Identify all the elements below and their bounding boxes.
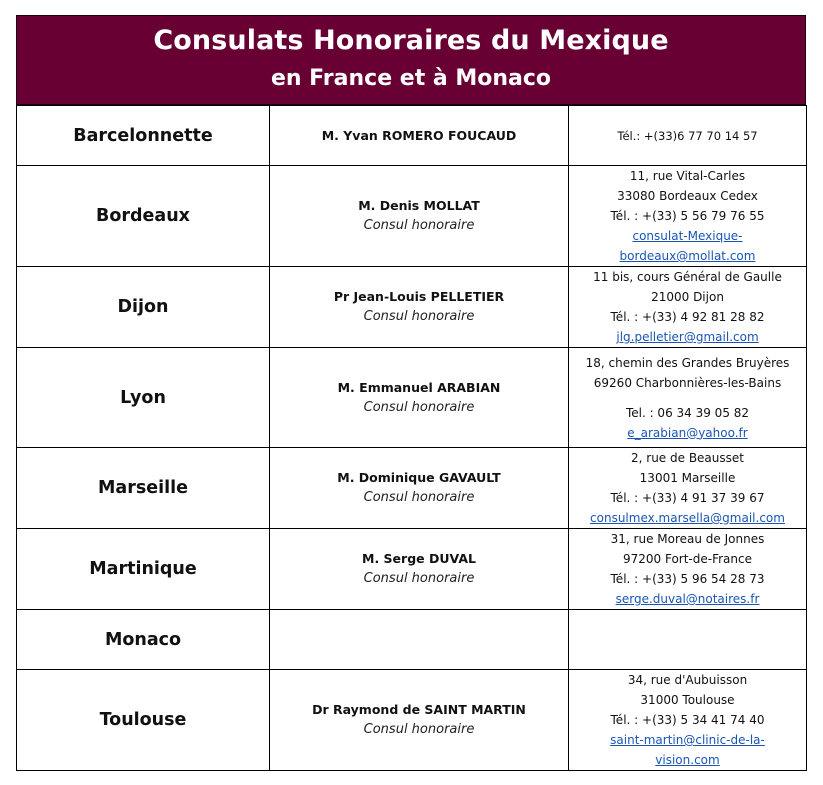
email-link[interactable]: e_arabian@yahoo.fr	[627, 425, 748, 440]
contact-cell	[569, 670, 807, 771]
address-line: 34, rue d'Aubuisson	[627, 673, 748, 687]
consul-name: Dr Raymond de SAINT MARTIN	[312, 702, 526, 717]
email-link[interactable]: serge.duval@notaires.fr	[615, 592, 760, 606]
city-cell: Lyon	[17, 348, 270, 448]
address-line: 31000 Toulouse	[640, 693, 735, 707]
consul-name: M. Emmanuel ARABIAN	[337, 379, 501, 395]
consul-role: Consul honoraire	[363, 490, 475, 505]
consul-role: Consul honoraire	[363, 571, 475, 586]
email-link[interactable]: saint-martin@clinic-de-la-	[610, 733, 765, 747]
address-line: 97200 Fort-de-France	[622, 552, 752, 566]
email-link[interactable]: consulmex.marsella@gmail.com	[590, 511, 785, 525]
document-header	[16, 15, 806, 105]
consul-cell	[270, 106, 569, 166]
contact-cell	[569, 529, 807, 610]
contact-cell	[569, 348, 807, 448]
city-cell: Monaco	[17, 610, 270, 670]
table-row	[17, 448, 807, 529]
consul-name: M. Denis MOLLAT	[358, 198, 480, 213]
consul-role: Consul honoraire	[363, 399, 475, 415]
address-line: 2, rue de Beausset	[631, 451, 744, 465]
address-line: 69260 Charbonnières-les-Bains	[593, 375, 782, 390]
phone: Tel. : 06 34 39 05 82	[625, 405, 750, 420]
table-row	[17, 670, 807, 771]
table-row	[17, 166, 807, 267]
contact-cell	[569, 106, 807, 166]
address-line: 11 bis, cours Général de Gaulle	[593, 270, 782, 284]
city-cell: Bordeaux	[17, 166, 270, 267]
consul-cell	[270, 166, 569, 267]
email-link[interactable]: consulat-Mexique-	[632, 229, 743, 243]
contact-cell	[569, 267, 807, 348]
city-cell: Martinique	[17, 529, 270, 610]
consulates-document	[16, 15, 806, 771]
table-row	[17, 348, 807, 448]
address-line: 18, chemin des Grandes Bruyères	[585, 355, 790, 370]
consul-role: Consul honoraire	[363, 722, 475, 737]
consul-cell	[270, 610, 569, 670]
address-line: 33080 Bordeaux Cedex	[617, 189, 758, 203]
city-cell: Marseille	[17, 448, 270, 529]
email-link[interactable]: bordeaux@mollat.com	[619, 249, 756, 263]
consul-role: Consul honoraire	[363, 309, 475, 324]
contact-cell	[569, 448, 807, 529]
table-row	[17, 529, 807, 610]
document-title: Consulats Honoraires du Mexique	[153, 25, 669, 56]
consul-name: Pr Jean-Louis PELLETIER	[333, 289, 505, 304]
consul-cell	[270, 348, 569, 448]
document-subtitle: en France et à Monaco	[270, 66, 552, 91]
address-line: 11, rue Vital-Carles	[629, 169, 746, 183]
contact-cell	[569, 610, 807, 670]
consul-name: M. Serge DUVAL	[362, 551, 476, 566]
phone: Tél.: +(33)6 77 70 14 57	[617, 128, 758, 143]
contact-cell	[569, 166, 807, 267]
consul-role: Consul honoraire	[363, 218, 475, 233]
address-line: 13001 Marseille	[639, 471, 736, 485]
email-link[interactable]: vision.com	[655, 753, 720, 767]
consul-cell	[270, 267, 569, 348]
address-line: 31, rue Moreau de Jonnes	[610, 532, 765, 546]
phone: Tél. : +(33) 4 92 81 28 82	[610, 310, 765, 324]
phone: Tél. : +(33) 5 96 54 28 73	[610, 572, 765, 586]
phone: Tél. : +(33) 5 34 41 74 40	[610, 713, 765, 727]
phone: Tél. : +(33) 5 56 79 76 55	[610, 209, 765, 223]
consul-cell	[270, 670, 569, 771]
city-cell: Dijon	[17, 267, 270, 348]
city-cell: Barcelonnette	[17, 106, 270, 166]
table-row	[17, 106, 807, 166]
table-row	[17, 610, 807, 670]
email-link[interactable]: jlg.pelletier@gmail.com	[616, 330, 759, 344]
consul-name: M. Yvan ROMERO FOUCAUD	[321, 127, 517, 143]
consul-cell	[270, 448, 569, 529]
consul-cell	[270, 529, 569, 610]
phone: Tél. : +(33) 4 91 37 39 67	[610, 491, 765, 505]
consulates-table	[16, 105, 807, 771]
address-line: 21000 Dijon	[651, 290, 724, 304]
table-row	[17, 267, 807, 348]
consul-name: M. Dominique GAVAULT	[337, 470, 501, 485]
spacer	[569, 393, 806, 403]
city-cell: Toulouse	[17, 670, 270, 771]
